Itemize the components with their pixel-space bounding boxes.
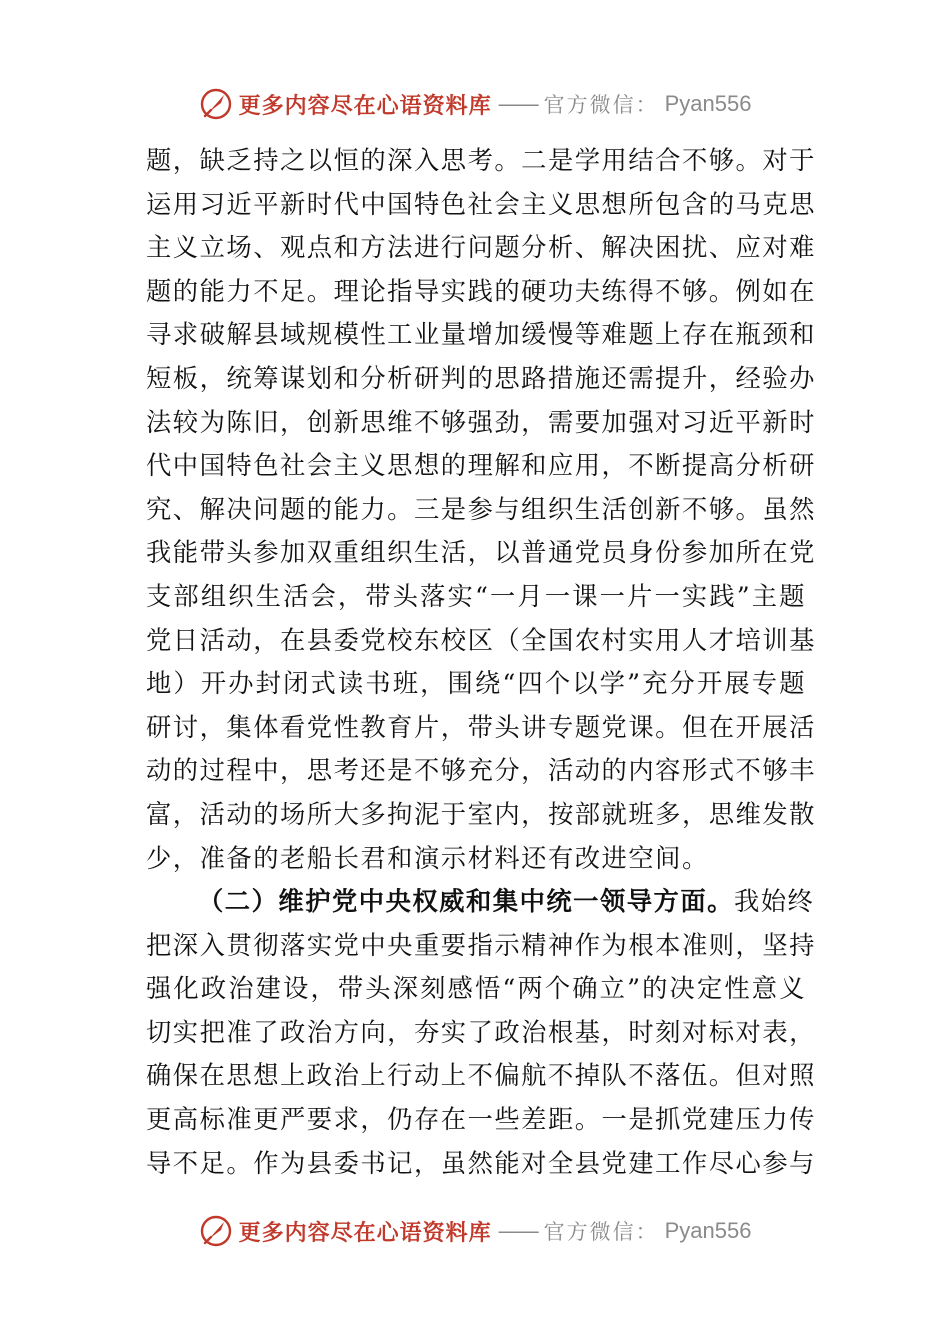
text-line: 运用习近平新时代中国特色社会主义思想所包含的马克思 (146, 189, 816, 219)
text-line: 短板，统筹谋划和分析研判的思路措施还需提升，经验办 (146, 363, 816, 393)
footer-banner (0, 1211, 950, 1251)
banner-wechat-id: Pyan556 (664, 1218, 752, 1243)
banner-title: 更多内容尽在心语资料库 (238, 92, 492, 119)
text-line: 题，缺乏持之以恒的深入思考。二是学用结合不够。对于 (146, 146, 816, 175)
text-line: 支部组织生活会，带头落实“一月一课一片一实践”主题 (146, 581, 806, 611)
text-line: 我能带头参加双重组织生活，以普通党员身份参加所在党 (146, 538, 816, 568)
banner-title: 更多内容尽在心语资料库 (238, 1219, 492, 1246)
header-banner (0, 84, 950, 124)
text-line: 题的能力不足。理论指导实践的硬功夫练得不够。例如在 (146, 276, 816, 306)
text-line: 寻求破解县域规模性工业量增加缓慢等难题上存在瓶颈和 (146, 320, 816, 350)
paragraph-last-line: 少，准备的老船长君和演示材料还有改进空间。 (146, 843, 709, 873)
banner-dash: —— (497, 91, 538, 117)
text-line: 把深入贯彻落实党中央重要指示精神作为根本准则，坚持 (146, 930, 816, 960)
quill-pen-logo-icon (199, 1214, 233, 1248)
text-line: 究、解决问题的能力。三是参与组织生活创新不够。虽然 (146, 494, 816, 524)
text-line: 代中国特色社会主义思想的理解和应用，不断提高分析研 (146, 451, 816, 481)
text-line: 更高标准更严要求，仍存在一些差距。一是抓党建压力传 (146, 1105, 816, 1135)
banner-subtitle: 官方微信： (543, 1220, 659, 1244)
text-line: 主义立场、观点和方法进行问题分析、解决困扰、应对难 (146, 233, 816, 263)
text-line: 富，活动的场所大多拘泥于室内，按部就班多，思维发散 (146, 799, 816, 829)
text-line: 强化政治建设，带头深刻感悟“两个确立”的决定性意义 (146, 974, 806, 1004)
text-line: 地）开办封闭式读书班，围绕“四个以学”充分开展专题 (146, 669, 806, 699)
banner-subtitle: 官方微信： (543, 93, 659, 117)
document-body (146, 139, 816, 1185)
text-line: 导不足。作为县委书记，虽然能对全县党建工作尽心参与 (146, 1148, 816, 1178)
text-line: 切实把准了政治方向，夯实了政治根基，时刻对标对表， (146, 1017, 816, 1047)
text-line: 动的过程中，思考还是不够充分，活动的内容形式不够丰 (146, 756, 816, 786)
text-line: 党日活动，在县委党校东校区（全国农村实用人才培训基 (146, 625, 816, 655)
banner-wechat-id: Pyan556 (664, 91, 752, 116)
text-line: 研讨，集体看党性教育片，带头讲专题党课。但在开展活 (146, 712, 816, 742)
section-heading: （二）维护党中央权威和集中统一领导方面。 (198, 886, 734, 917)
banner-dash: —— (497, 1218, 538, 1244)
text-line: 法较为陈旧，创新思维不够强劲，需要加强对习近平新时 (146, 407, 816, 437)
text-line: 确保在思想上政治上行动上不偏航不掉队不落伍。但对照 (146, 1061, 816, 1091)
quill-pen-logo-icon (199, 87, 233, 121)
section-heading-line (146, 880, 815, 924)
section-first-line-text: 我始终 (733, 887, 815, 917)
